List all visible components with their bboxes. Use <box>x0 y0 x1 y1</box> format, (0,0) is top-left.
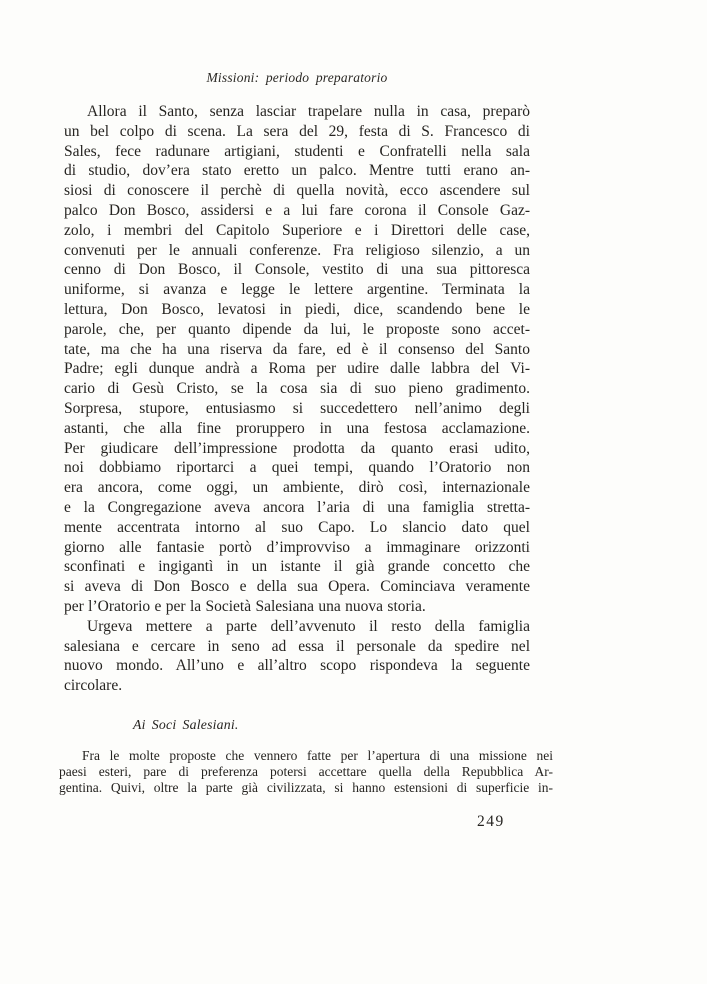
text-line: tate, ma che ha una riserva da fare, ed è il consenso del Santo <box>64 340 530 358</box>
text-line: lettura, Don Bosco, levatosi in piedi, dice, scandendo bene le <box>64 300 530 318</box>
body-text-block <box>64 102 530 696</box>
text-line: uniforme, si avanza e legge le lettere argentine. Terminata la <box>64 281 530 299</box>
text-line: cenno di Don Bosco, il Console, vestito di una sua pittoresca <box>64 261 530 279</box>
text-line: Urgeva mettere a parte dell’avvenuto il resto della famiglia <box>87 617 530 635</box>
circular-text-block <box>59 748 553 797</box>
circular-heading: Ai Soci Salesiani. <box>133 717 239 732</box>
text-line: siosi di conoscere il perchè di quella novità, ecco ascendere sul <box>64 182 530 200</box>
text-line: paesi esteri, pare di preferenza potersi accettare quella della Repubblica Ar- <box>59 764 553 780</box>
text-line: Per giudicare dell’impressione prodotta da quanto erasi udito, <box>64 439 530 457</box>
text-line: nuovo mondo. All’uno e all’altro scopo rispondeva la seguente <box>64 657 530 675</box>
text-line: mente accentrata intorno al suo Capo. Lo slancio dato quel <box>64 518 530 536</box>
text-line: zolo, i membri del Capitolo Superiore e i Direttori delle case, <box>64 221 530 239</box>
text-line: Fra le molte proposte che vennero fatte per l’apertura di una missione nei <box>82 748 553 763</box>
text-line: parole, che, per quanto dipende da lui, le proposte sono accet- <box>64 320 530 338</box>
text-line: gentina. Quivi, oltre la parte già civilizzata, si hanno estensioni di superficie in- <box>59 780 553 796</box>
text-line: di studio, dov’era stato eretto un palco. Mentre tutti erano an- <box>64 162 530 180</box>
running-header: Missioni: periodo preparatorio <box>206 70 388 85</box>
text-line: salesiana e cercare in seno ad essa il personale da spedire nel <box>64 637 530 655</box>
paragraph <box>59 748 553 797</box>
text-line: e la Congregazione aveva ancora l’aria di una famiglia stretta- <box>64 498 530 516</box>
paragraph <box>64 102 530 617</box>
page-number: 249 <box>477 813 505 830</box>
text-line: cario di Gesù Cristo, se la cosa sia di suo pieno gradimento. <box>64 380 530 398</box>
text-line: Padre; egli dunque andrà a Roma per udire dalle labbra del Vi- <box>64 360 530 378</box>
text-line: un bel colpo di scena. La sera del 29, festa di S. Francesco di <box>64 122 530 140</box>
text-line: circolare. <box>64 677 123 695</box>
text-line: noi dobbiamo riportarci a quei tempi, quando l’Oratorio non <box>64 459 530 477</box>
text-line: astanti, che alla fine proruppero in una festosa acclamazione. <box>64 419 530 437</box>
text-line: si aveva di Don Bosco e della sua Opera. Cominciava veramente <box>64 578 530 596</box>
text-line: palco Don Bosco, assidersi e a lui fare corona il Console Gaz- <box>64 201 530 219</box>
text-line: per l’Oratorio e per la Società Salesiana una nuova storia. <box>64 597 426 615</box>
text-line: giorno alle fantasie portò d’improvviso a immaginare orizzonti <box>64 538 530 556</box>
text-line: era ancora, come oggi, un ambiente, dirò così, internazionale <box>64 479 530 497</box>
paragraph <box>64 617 530 696</box>
text-line: convenuti per le annuali conferenze. Fra religioso silenzio, a un <box>64 241 530 259</box>
text-line: Sales, fece radunare artigiani, studenti e Confratelli nella sala <box>64 142 530 160</box>
text-line: Allora il Santo, senza lasciar trapelare nulla in casa, preparò <box>87 103 530 120</box>
text-line: Sorpresa, stupore, entusiasmo si succedettero nell’animo degli <box>64 399 530 417</box>
text-line: sconfinati e ingigantì in un istante il già grande concetto che <box>64 558 530 576</box>
